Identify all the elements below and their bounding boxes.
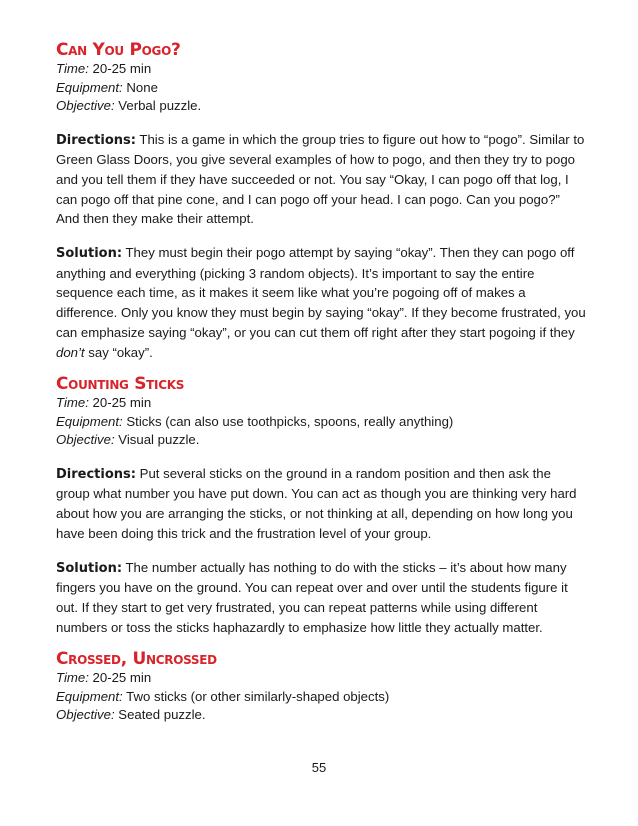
- directions-text: This is a game in which the group tries to figure out how to “pogo”. Similar to Green Glass Doors, you give several examples of how to pogo, and then they try to pogo and you tell them if they have succeeded or not. You say “Okay, I can pogo off that log, I can pogo off that pine cone, and I can pogo off your head. I can pogo. Can you pogo?” And then they make their attempt.: [56, 131, 585, 227]
- equipment-label: Equipment:: [56, 413, 123, 429]
- equipment-value: None: [122, 79, 158, 95]
- objective-value: Seated puzzle.: [114, 707, 206, 723]
- equipment-value: Two sticks (or other similarly-shaped objects): [122, 688, 390, 704]
- section-title: Counting Sticks: [56, 374, 185, 395]
- directions-label: Directions:: [56, 132, 136, 148]
- solution-text: They must begin their pogo attempt by saying “okay”. Then they can pogo off anything and everything (picking 3 random objects). It’s important to say the entire sequence each time, as it makes it seem like what you’re pogoing off of makes a difference. Only you know they must begin by saying “okay”. If they become frustrated, you can emphasize saying “okay”, or you can cut them off right after they start pogoing if they: [56, 245, 586, 340]
- directions-paragraph: [56, 130, 586, 230]
- objective-line: [56, 706, 586, 725]
- section-title: Crossed, Uncrossed: [56, 649, 217, 670]
- time-line: [56, 394, 586, 413]
- section-title: Can You Pogo?: [56, 40, 181, 60]
- objective-value: Visual puzzle.: [114, 432, 200, 448]
- objective-label: Objective:: [56, 432, 115, 448]
- page-content: [56, 40, 586, 737]
- solution-emphasis: don’t: [56, 344, 85, 360]
- time-line: [56, 60, 586, 79]
- solution-label: Solution:: [56, 560, 123, 576]
- objective-label: Objective:: [56, 707, 115, 723]
- time-label: Time:: [56, 61, 89, 76]
- equipment-line: [56, 79, 586, 98]
- equipment-label: Equipment:: [56, 79, 123, 95]
- equipment-line: [56, 413, 586, 432]
- game-section-crossed-uncrossed: [56, 649, 586, 725]
- objective-line: [56, 97, 586, 116]
- time-label: Time:: [56, 670, 89, 686]
- time-value: 20-25 min: [88, 61, 152, 76]
- game-section-counting-sticks: [56, 374, 586, 637]
- time-label: Time:: [56, 395, 89, 411]
- directions-label: Directions:: [56, 466, 136, 482]
- equipment-value: Sticks (can also use toothpicks, spoons, really anything): [122, 413, 454, 429]
- solution-label: Solution:: [56, 246, 123, 262]
- page-number: 55: [311, 760, 327, 775]
- solution-text-end: say “okay”.: [84, 344, 153, 360]
- objective-line: [56, 431, 586, 450]
- equipment-line: [56, 688, 586, 707]
- objective-value: Verbal puzzle.: [114, 98, 202, 113]
- time-value: 20-25 min: [88, 670, 152, 686]
- game-section-can-you-pogo: [56, 40, 586, 362]
- time-value: 20-25 min: [88, 395, 152, 411]
- objective-label: Objective:: [56, 98, 115, 113]
- solution-paragraph: [56, 243, 586, 362]
- solution-paragraph: [56, 558, 586, 638]
- directions-text: Put several sticks on the ground in a random position and then ask the group what number you have put down. You can act as though you are thinking very hard about how you are arranging the sticks, or not thinking at all, depending on how long you have been doing this trick and the frustration level of your group.: [56, 465, 577, 541]
- equipment-label: Equipment:: [56, 688, 123, 704]
- directions-paragraph: [56, 464, 586, 544]
- solution-text: The number actually has nothing to do with the sticks – it’s about how many fingers you have on the ground. You can repeat over and over until the students figure it out. If they start to get very frustrated, you can repeat patterns while using different numbers or toss the sticks haphazardly to emphasize how little they actually matter.: [56, 559, 568, 635]
- time-line: [56, 669, 586, 688]
